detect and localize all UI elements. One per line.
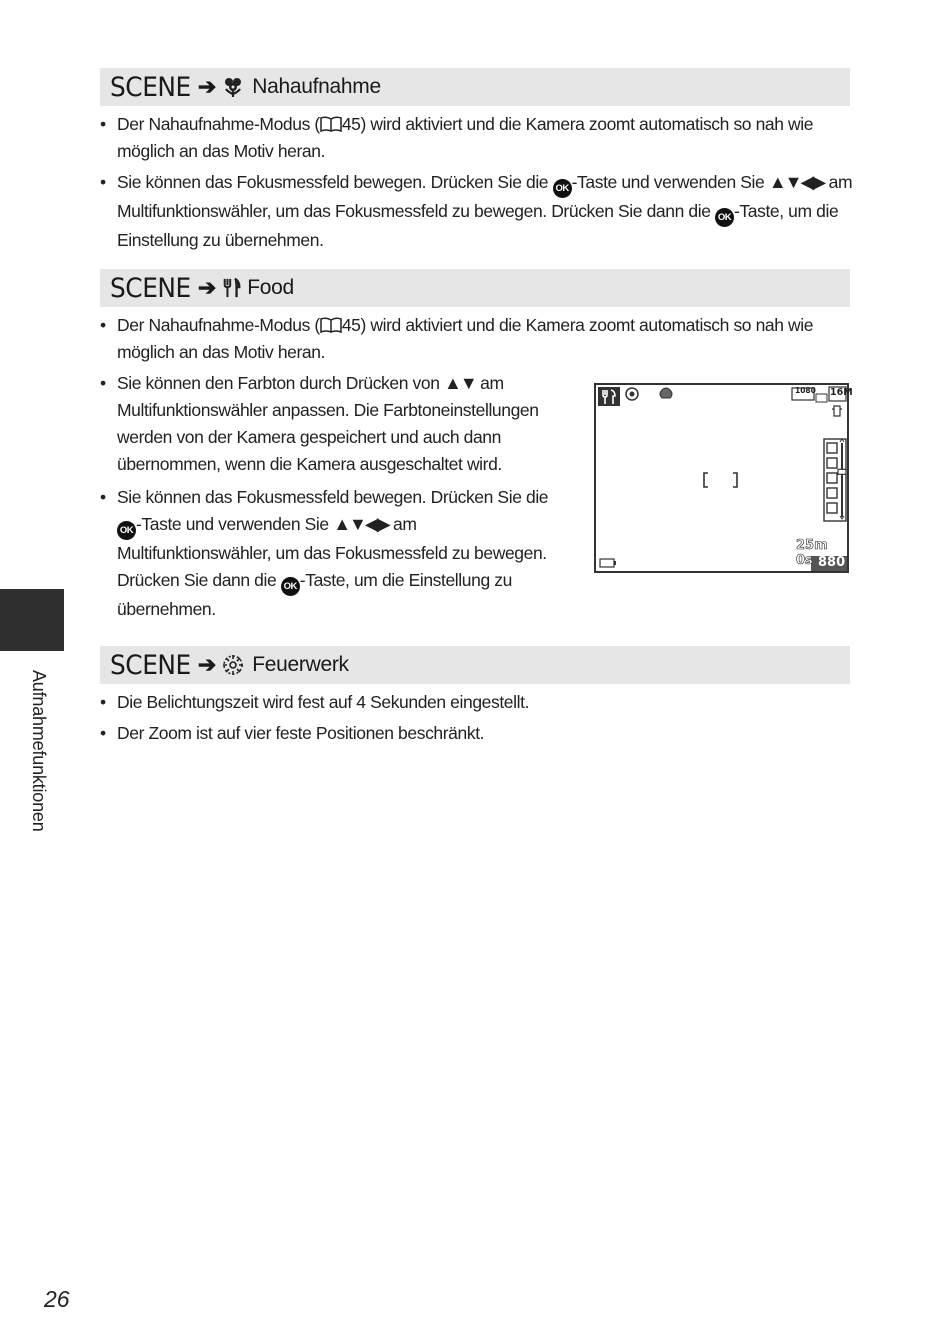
text-span: Die Belichtungszeit wird fest auf 4 Sekunden eingestellt. — [117, 692, 530, 712]
section-title: Nahaufnahme — [252, 75, 381, 98]
arrow-icon: ➔ — [197, 74, 217, 99]
text-span: am — [824, 172, 853, 192]
ok-button-icon: OK — [715, 208, 734, 227]
arrow-icon: ➔ — [197, 652, 217, 677]
list-item — [100, 169, 860, 254]
multi-selector-arrows-icon: ▲▼◀▶ — [768, 172, 825, 192]
fireworks-icon — [222, 654, 244, 676]
scene-label: SCENE — [110, 71, 191, 103]
text-span: Sie können den Farbton durch Drücken von — [117, 373, 445, 393]
list-item — [100, 111, 860, 165]
video-mode-indicator: 1080 — [795, 386, 816, 395]
text-span: -Taste und verwenden Sie — [136, 514, 334, 534]
text-span: Sie können das Fokusmessfeld bewegen. Drücken Sie die — [117, 487, 549, 507]
text-span: am — [388, 514, 417, 534]
section-title: Feuerwerk — [252, 653, 349, 676]
book-reference-icon — [320, 116, 342, 132]
text-span: Drücken Sie dann die — [117, 570, 281, 590]
text-span: 45) wird aktiviert und die Kamera zoomt automatisch so nah wie — [341, 315, 814, 335]
text-span: -Taste, um die Einstellung zu — [299, 570, 512, 590]
text-span: Multifunktionswähler, um das Fokusmessfeld zu bewegen. Drücken Sie dann die — [117, 201, 715, 221]
text-span: am — [475, 373, 504, 393]
scene-label: SCENE — [110, 272, 191, 304]
list-item — [100, 312, 860, 366]
macro-flower-icon — [222, 76, 244, 98]
list-item — [100, 370, 570, 478]
text-span: -Taste, um die — [734, 201, 839, 221]
chapter-side-label: Aufnahmefunktionen — [29, 670, 49, 832]
scene-label: SCENE — [110, 649, 191, 681]
text-span: Einstellung zu übernehmen. — [117, 230, 324, 250]
list-item — [100, 484, 570, 623]
camera-monitor-illustration — [594, 383, 853, 573]
bullet-dot: • — [100, 315, 106, 335]
text-span: möglich an das Motiv heran. — [117, 141, 326, 161]
ok-button-icon: OK — [117, 521, 136, 540]
text-span: möglich an das Motiv heran. — [117, 342, 326, 362]
ok-button-icon: OK — [281, 577, 300, 596]
section-heading-feuerwerk — [100, 646, 850, 684]
text-span: -Taste und verwenden Sie — [571, 172, 769, 192]
bullet-dot: • — [100, 692, 106, 712]
fork-knife-icon — [222, 277, 242, 299]
text-span: übernommen, wenn die Kamera ausgeschaltet wird. — [117, 454, 502, 474]
text-span: Multifunktionswähler, um das Fokusmessfeld zu bewegen. — [117, 543, 547, 563]
remaining-time-indicator: 25m 0s — [796, 538, 828, 568]
up-down-arrows-icon: ▲▼ — [444, 373, 476, 393]
list-item — [100, 689, 860, 716]
multi-selector-arrows-icon: ▲▼◀▶ — [333, 514, 389, 534]
text-span: Sie können das Fokusmessfeld bewegen. Drücken Sie die — [117, 172, 553, 192]
ok-button-icon: OK — [553, 179, 572, 198]
section-heading-nahaufnahme — [100, 68, 850, 106]
text-span: übernehmen. — [117, 599, 216, 619]
page-number: 26 — [44, 1286, 70, 1312]
chapter-side-tab — [0, 589, 64, 651]
book-reference-icon — [320, 317, 342, 333]
text-span: Der Nahaufnahme-Modus ( — [117, 114, 320, 134]
text-span: Multifunktionswähler anpassen. Die Farbtoneinstellungen — [117, 400, 539, 420]
image-size-indicator: 16M — [830, 387, 853, 398]
bullet-dot: • — [100, 487, 106, 507]
list-item — [100, 720, 860, 747]
arrow-icon: ➔ — [197, 275, 217, 300]
bullet-dot: • — [100, 373, 106, 393]
text-span: 45) wird aktiviert und die Kamera zoomt automatisch so nah wie — [341, 114, 814, 134]
text-span: Der Nahaufnahme-Modus ( — [117, 315, 320, 335]
remaining-shots-indicator: 880 — [818, 555, 846, 570]
text-span: werden von der Kamera gespeichert und auch dann — [117, 427, 501, 447]
bullet-dot: • — [100, 114, 106, 134]
section-heading-food — [100, 269, 850, 307]
section-title: Food — [247, 276, 294, 299]
bullet-dot: • — [100, 723, 106, 743]
text-span: Der Zoom ist auf vier feste Positionen beschränkt. — [117, 723, 485, 743]
bullet-dot: • — [100, 172, 106, 192]
